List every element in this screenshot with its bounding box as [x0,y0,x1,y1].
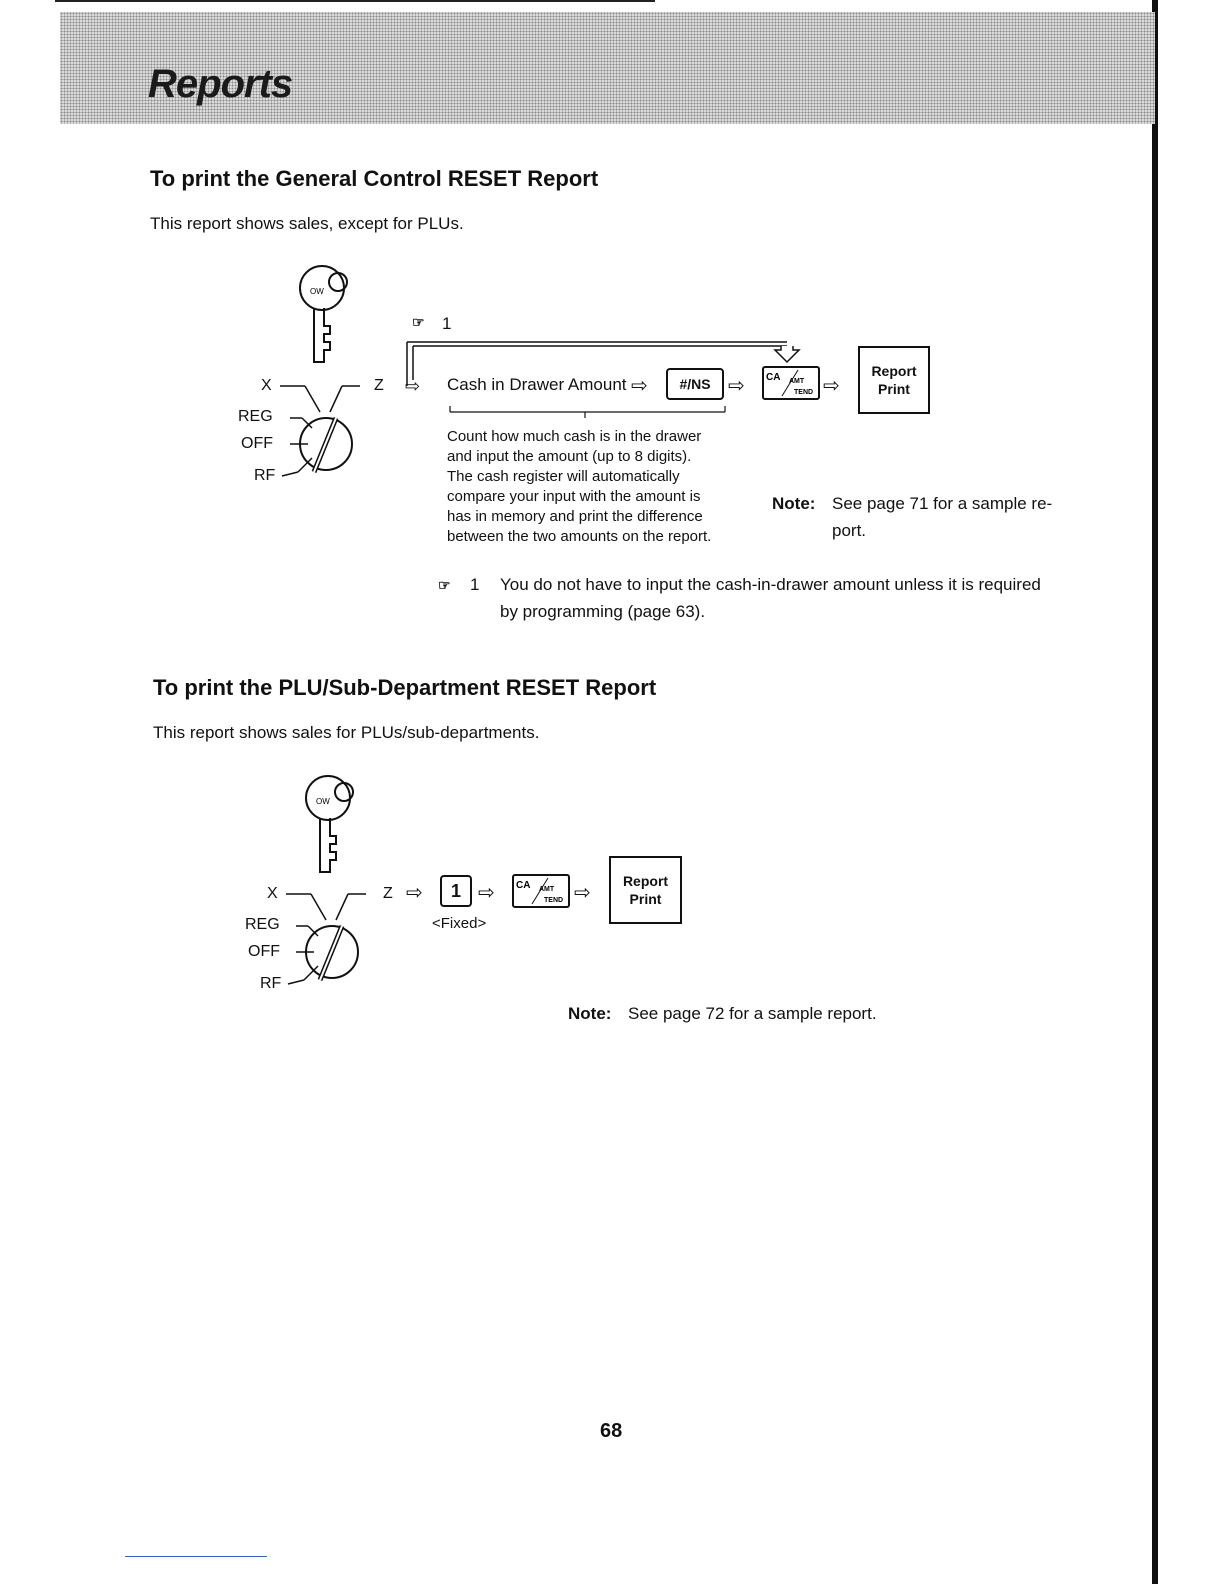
instruction-line: between the two amounts on the report. [447,528,712,545]
mode-key-icon [290,262,360,372]
reference-hand-icon: ☞ [412,314,425,330]
report-line: Report [622,873,669,889]
mode-key-icon [296,772,366,882]
cash-in-drawer-label: Cash in Drawer Amount [447,375,627,394]
cash-count-instructions [447,427,711,547]
report-line: Report [871,363,917,379]
mode-z-label: Z [383,885,393,902]
mode-x-label: X [267,885,278,902]
note-text-continued: port. [832,521,867,540]
instruction-line: The cash register will automatically [447,468,680,485]
footer-rule [125,1556,267,1557]
flow-arrow-icon: ⇨ [728,375,745,397]
section1-heading: To print the General Control RESET Report [150,166,599,191]
ca-key-label: CA [516,880,531,891]
mode-x-label: X [261,377,272,394]
instruction-line: and input the amount (up to 8 digits). [447,448,692,465]
page-edge [1152,0,1158,1584]
note-label: Note: [568,1004,612,1023]
flow-arrow-icon: ⇨ [405,376,421,396]
footnote-number: 1 [470,575,480,594]
ns-key: #/NS [666,368,724,400]
note-label: Note: [772,494,816,513]
tend-key-label: TEND [794,389,814,396]
ca-amt-tend-key [512,874,570,908]
report-print-output [858,346,930,414]
amt-key-label: AMT [539,886,555,893]
note-text: See page 72 for a sample report. [628,1004,877,1023]
print-line: Print [629,891,662,907]
flow-arrow-icon: ⇨ [823,375,840,397]
mode-reg-label: REG [238,408,273,425]
footnote-text: You do not have to input the cash-in-drawer amount unless it is required [500,575,1041,594]
reference-hand-icon: ☞ [438,577,451,593]
flow-arrow-icon: ⇨ [478,882,495,904]
flow-arrow-icon: ⇨ [631,375,648,397]
mode-rf-label: RF [254,467,276,484]
banner-title: Reports [148,62,293,106]
top-rule [55,0,655,2]
instruction-line: has in memory and print the difference [447,508,703,525]
section2-description: This report shows sales for PLUs/sub-departments. [153,723,540,742]
section2-heading: To print the PLU/Sub-Department RESET Report [153,675,657,700]
flow-arrow-icon: ⇨ [574,882,591,904]
key-tag-label: OW [316,797,330,806]
flow-arrow-icon: ⇨ [406,882,423,904]
tend-key-label: TEND [544,897,564,904]
amt-key-label: AMT [789,378,805,385]
ca-amt-tend-key [762,366,820,400]
instruction-line: compare your input with the amount is [447,488,701,505]
mode-rf-label: RF [260,975,282,992]
ref-marker-number: 1 [442,314,452,333]
instruction-line: Count how much cash is in the drawer [447,428,702,445]
report-print-output [609,856,682,924]
mode-off-label: OFF [248,943,280,960]
mode-z-label: Z [374,377,384,394]
numeric-key-1: 1 [440,875,472,907]
section1-description: This report shows sales, except for PLUs. [150,214,464,233]
mode-off-label: OFF [241,435,273,452]
ca-key-label: CA [766,372,781,383]
mode-reg-label: REG [245,916,280,933]
note-text: See page 71 for a sample re- [832,494,1053,513]
page-number: 68 [600,1420,623,1442]
footnote-text-continued: by programming (page 63). [500,602,706,621]
fixed-label: <Fixed> [432,915,487,932]
key-tag-label: OW [310,287,324,296]
print-line: Print [878,381,910,397]
